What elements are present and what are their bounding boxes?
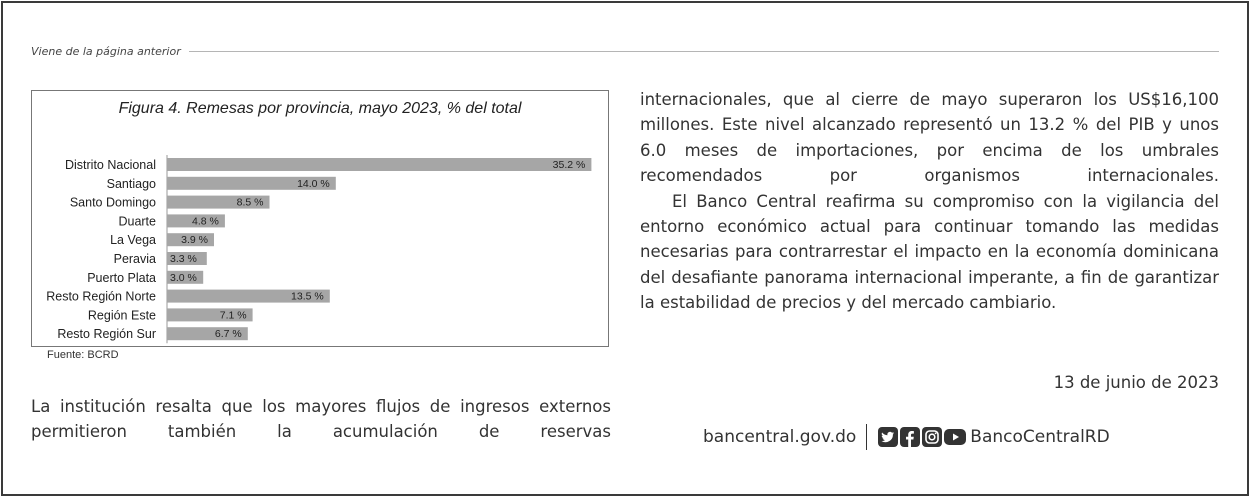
figure-source: Fuente: BCRD [47,349,119,361]
publication-date: 13 de junio de 2023 [1053,373,1219,392]
social-icons [878,427,966,447]
category-label-3: Duarte [118,214,156,229]
twitter-icon[interactable] [878,427,898,447]
value-label-3: 4.8 % [192,215,219,228]
category-label-2: Santo Domingo [69,195,156,210]
website-link[interactable]: bancentral.gov.do [703,427,857,447]
category-label-8: Región Este [87,308,156,323]
category-label-1: Santiago [106,176,156,191]
category-label-0: Distrito Nacional [64,158,156,172]
value-label-7: 13.5 % [291,290,324,303]
value-label-5: 3.3 % [170,253,197,265]
value-label-4: 3.9 % [181,234,209,247]
right-paragraph-1: internacionales, que al cierre de mayo superaron los US$16,100 millones. Este nivel alcanzado representó un 13.2 % del PIB y unos 6.0 meses de importaciones, por encima de los umbrales recomendados por organismos internacionales. [640,90,1219,186]
continued-text: Viene de la página anterior [31,45,181,58]
value-label-6: 3.0 % [170,271,197,284]
right-column [640,87,1219,316]
facebook-icon[interactable] [900,427,920,447]
value-label-0: 35.2 % [552,159,586,171]
continued-header [31,45,1219,58]
figure-box [31,90,609,347]
value-label-2: 8.5 % [236,196,264,209]
category-label-6: Puerto Plata [87,270,156,285]
instagram-icon[interactable] [922,427,942,447]
social-handle[interactable]: BancoCentralRD [970,427,1110,447]
value-label-8: 7.1 % [219,309,247,322]
category-label-5: Peravia [113,252,156,266]
right-paragraph-2: El Banco Central reafirma su compromiso con la vigilancia del entorno económico actual para continuar tomando las medidas necesarias para contrarrestar el impacto en la economía dominicana del desafiante panorama internacional imperante, a fin de garantizar la estabilidad de precios y del mercado cambiario. [640,191,1219,313]
category-label-4: La Vega [110,233,156,248]
category-label-9: Resto Región Sur [57,327,156,342]
youtube-icon[interactable] [944,427,966,447]
category-label-7: Resto Región Norte [46,289,156,304]
left-paragraph: La institución resalta que los mayores flujos de ingresos externos permitieron también la acumulación de reservas [31,397,611,442]
value-label-9: 6.7 % [214,328,242,341]
footer-divider [866,424,867,450]
figure-title: Figura 4. Remesas por provincia, mayo 2023, % del total [118,100,522,117]
remittances-bar-chart [32,91,608,346]
footer [703,424,1110,450]
header-divider [189,51,1219,52]
bar-0 [167,158,591,171]
value-label-1: 14.0 % [297,177,330,190]
